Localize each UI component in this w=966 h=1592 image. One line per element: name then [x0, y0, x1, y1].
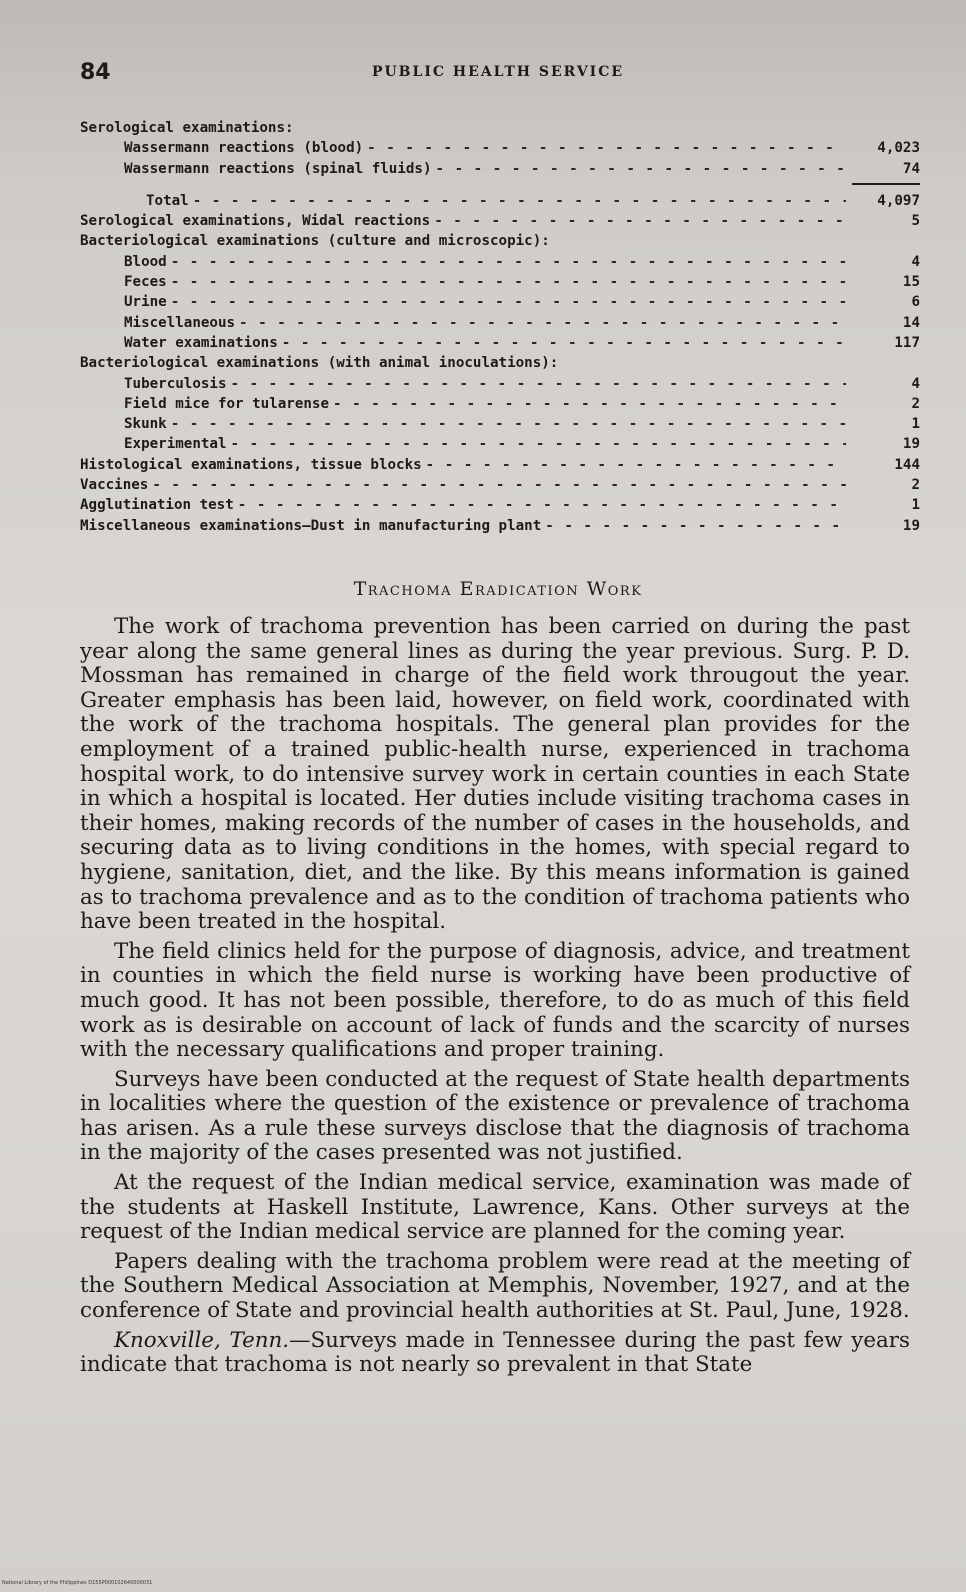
table-row: Wassermann reactions (blood) - - - 4,023	[80, 138, 920, 158]
paragraph: The field clinics held for the purpose of diagnosis, advice, and treatment in counties in which the field nurse is working have been productive of much good. It has not been possible, therefore, to do as much of this field work as is desirable on account of lack of funds and the scarcity of nurses with the necessary qualifications and proper training.	[80, 938, 910, 1063]
paragraph: The work of trachoma prevention has been carried on during the past year along the same general lines as during the year previous. Surg. P. D. Mossman has remained in charge of the field work througout the year. Greater emphasis has been laid, however, on field work, coordinated with the work of the trachoma hospitals. The general plan provides for the employment of a trained public-health nurse, experienced in trachoma hospital work, to do intensive survey work in certain counties in each State in which a hospital is located. Her duties include visiting trachoma cases in their homes, making records of the number of cases in the households, and securing data as to living conditions in the homes, with special regard to hygiene, sanitation, diet, and the like. By this means information is gained as to trachoma prevalence and as to the condition of trachoma patients who have been treated in the hospital.	[80, 614, 910, 935]
table-heading-bact-animal: Bacteriological examinations (with animal inoculations):	[80, 355, 559, 372]
scan-footer: National Library of the Philippines D155P000102640000031	[2, 1580, 153, 1586]
table-row-total: Total - - - 4,097	[80, 191, 920, 211]
table-heading-bact-culture: Bacteriological examinations (culture and microscopic):	[80, 233, 550, 250]
table-row: Serological examinations, Widal reactions - - - 5	[80, 211, 920, 231]
body-text	[80, 615, 910, 1383]
running-head: PUBLIC HEALTH SERVICE	[371, 64, 625, 80]
table-row: Miscellaneous examinations—Dust in manufacturing plant - - - 19	[80, 516, 920, 536]
page-number: 84	[80, 60, 111, 85]
total-rule	[80, 179, 920, 191]
table-row: Wassermann reactions (spinal fluids) - - - 74	[80, 159, 920, 179]
paragraph: Papers dealing with the trachoma problem were read at the meeting of the Southern Medical Association at Memphis, November, 1927, and at the conference of State and provincial health authorities at St. Paul, June, 1928.	[80, 1248, 910, 1324]
paragraph: Surveys have been conducted at the request of State health departments in localities where the question of the existence or prevalence of trachoma has arisen. As a rule these surveys disclose that the diagnosis of trachoma in the majority of the cases presented was not justified.	[80, 1066, 910, 1166]
table-heading-serological: Serological examinations:	[80, 120, 294, 136]
table-row: Agglutination test - - - 1	[80, 495, 920, 515]
table-row: Blood - - - 4	[80, 252, 920, 272]
paragraph: Knoxville, Tenn.—Surveys made in Tennessee during the past few years indicate that trachoma is not nearly so prevalent in that State	[80, 1327, 910, 1378]
table-row: Miscellaneous - - - 14	[80, 313, 920, 333]
place-heading: Knoxville, Tenn.	[114, 1327, 290, 1353]
page-header	[80, 60, 916, 90]
section-title: Trachoma Eradication Work	[353, 578, 643, 600]
table-row: Urine - - - 6	[80, 292, 920, 312]
table-row: Experimental - - - 19	[80, 434, 920, 454]
table-row: Histological examinations, tissue blocks - - - 144	[80, 455, 920, 475]
paragraph: At the request of the Indian medical service, examination was made of the students at Haskell Institute, Lawrence, Kans. Other surveys at the request of the Indian medical service are planned for the coming year.	[80, 1170, 910, 1245]
table-row: Water examinations - - - 117	[80, 333, 920, 353]
table-row: Skunk - - - 1	[80, 414, 920, 434]
table-row: Tuberculosis - - - 4	[80, 374, 920, 394]
examinations-table	[80, 118, 920, 536]
table-row: Field mice for tularense - - - 2	[80, 394, 920, 414]
table-row: Feces - - - 15	[80, 272, 920, 292]
table-row: Vaccines - - - 2	[80, 475, 920, 495]
